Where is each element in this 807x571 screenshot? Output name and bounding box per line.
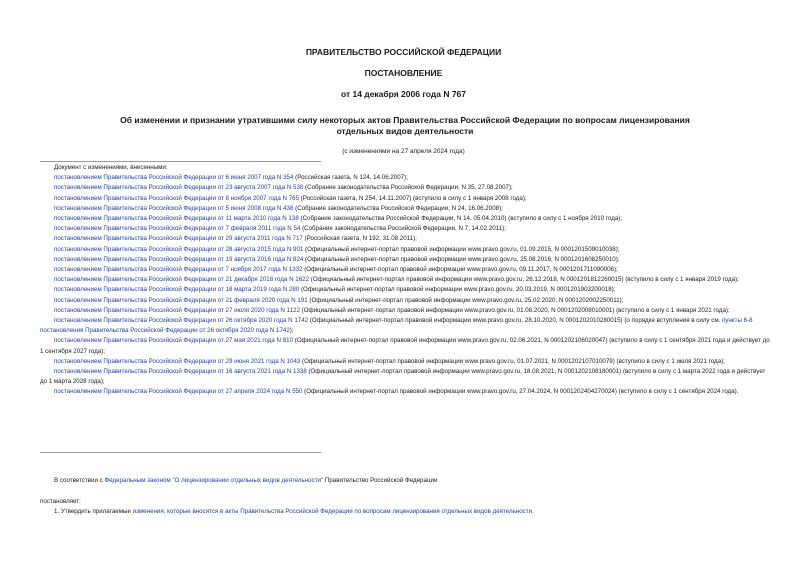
publication-details: (Российская газета, N 124, 14.06.2007); <box>293 174 408 182</box>
change-entry <box>40 275 770 285</box>
item-1-text-a: 1. Утвердить прилагаемые <box>54 508 133 515</box>
amending-act-link[interactable]: постановлением Правительства Российской Федерации от 23 августа 2007 года N 538 <box>54 184 304 192</box>
amending-act-link[interactable]: постановлением Правительства Российской Федерации от 28 августа 2015 года N 901 <box>54 245 304 253</box>
document-title: Об изменении и признании утратившими силу некоторых актов Правительства Российской Федерации по вопросам лицензирования отдельных видов деятельности <box>120 115 690 136</box>
changes-bottom-divider <box>40 452 321 453</box>
publication-details: (Официальный интернет-портал правовой информации www.pravo.gov.ru, 25.08.2016, N 0001201608250010); <box>303 255 620 263</box>
amending-act-link[interactable]: постановлением Правительства Российской Федерации от 27 июля 2020 года N 1122 <box>54 306 300 314</box>
amending-act-link[interactable]: постановлением Правительства Российской Федерации от 7 ноября 2017 года N 1332 <box>54 266 303 274</box>
changes-list <box>40 163 770 398</box>
edition-note: (с изменениями на 27 апреля 2024 года) <box>342 148 465 155</box>
publication-details: (Официальный интернет-портал правовой информации www.pravo.gov.ru, 01.09.2015, N 0001201509010038); <box>303 245 620 253</box>
publication-details: (Российская газета, N 254, 14.11.2007) (вступило в силу с 1 января 2008 года); <box>299 194 527 202</box>
item-1-text-b: . <box>532 508 534 515</box>
amending-act-link[interactable]: постановлением Правительства Российской Федерации от 16 августа 2021 года N 1338 <box>54 368 307 376</box>
amending-act-link[interactable]: постановлением Правительства Российской Федерации от 5 июня 2008 года N 438 <box>54 204 294 212</box>
change-entry <box>40 224 770 234</box>
document-type: ПОСТАНОВЛЕНИЕ <box>364 68 443 78</box>
change-entry <box>40 285 770 295</box>
resolves-text: постановляет: <box>40 498 81 505</box>
publication-details: (Собрание законодательства Российской Федерации, N 14, 05.04.2010) (вступило в силу с 1 ноября 2010 года); <box>298 215 623 223</box>
document-date-number: от 14 декабря 2006 года N 767 <box>340 89 467 99</box>
publication-details: (Официальный интернет-портал правовой информации www.pravo.gov.ru, 25.02.2020, N 0001202002250011); <box>307 296 624 304</box>
change-entry <box>40 296 770 306</box>
amending-act-link[interactable]: постановлением Правительства Российской Федерации от 19 августа 2016 года N 824 <box>54 255 304 263</box>
change-entry <box>40 194 770 204</box>
amending-act-link[interactable]: постановлением Правительства Российской Федерации от 27 мая 2021 года N 810 <box>54 337 294 345</box>
change-entry <box>40 204 770 214</box>
amending-act-link[interactable]: постановлением Правительства Российской Федерации от 18 марта 2019 года N 280 <box>54 286 300 294</box>
publication-details: (Официальный интернет-портал правовой информации www.pravo.gov.ru, 18.08.2021, N 0001202108180001) (вступило в силу с 1 марта 2022 года и действует до 1 марта 2028 года); <box>40 368 766 386</box>
change-entry <box>40 255 770 265</box>
publication-details: (Российская газета, N 192, 31.08.2011); <box>302 235 417 243</box>
publication-details: (Официальный интернет-портал правовой информации www.pravo.gov.ru, 28.10.2020, N 0001202010280015) (о порядке вступления в силу см. <box>308 317 723 325</box>
publication-details: (Собрание законодательства Российской Федерации, N 35, 27.08.2007); <box>303 184 513 192</box>
authority-heading: ПРАВИТЕЛЬСТВО РОССИЙСКОЙ ФЕДЕРАЦИИ <box>305 47 502 57</box>
publication-details: (Официальный интернет-портал правовой информации www.pravo.gov.ru, 02.06.2021, N 0001202106020047) (вступило в силу с 1 сентября 2021 года и действует до 1 сентября 2027 года); <box>40 337 770 355</box>
change-entry <box>40 173 770 183</box>
change-entry <box>40 306 770 316</box>
federal-law-link[interactable]: Федеральным законом "О лицензировании отдельных видов деятельности" <box>104 477 324 484</box>
amending-act-link[interactable]: постановлением Правительства Российской Федерации от 21 февраля 2020 года N 191 <box>54 296 308 304</box>
amending-act-link[interactable]: постановлением Правительства Российской Федерации от 8 ноября 2007 года N 765 <box>54 194 300 202</box>
publication-details: (Официальный интернет-портал правовой информации www.pravo.gov.ru, 26.12.2018, N 0001201812260015) (вступило в силу с 1 января 2019 года); <box>309 276 739 284</box>
change-entry <box>40 357 770 367</box>
preamble-text-a: В соответствии с <box>54 477 105 484</box>
amending-act-link[interactable]: постановлением Правительства Российской Федерации от 29 июня 2021 года N 1043 <box>54 357 301 365</box>
changes-intro: Документ с изменениями, внесенными: <box>54 164 168 171</box>
amending-act-link[interactable]: постановлением Правительства Российской Федерации от 7 февраля 2011 года N 54 <box>54 225 301 233</box>
entry-into-force-link[interactable]: пункты 6-8 постановления Правительства Российской Федерации от 26 октября 2020 года N 1742 <box>40 317 753 335</box>
publication-details-tail: ); <box>289 327 294 335</box>
amendments-link[interactable]: изменения, которые вносятся в акты Правительства Российской Федерации по вопросам лицензирования отдельных видов деятельности <box>132 508 533 515</box>
change-entry <box>40 214 770 224</box>
publication-details: (Официальный интернет-портал правовой информации www.pravo.gov.ru, 01.08.2020, N 0001202008010001) (вступило в силу с 1 января 2021 года); <box>299 306 730 314</box>
changes-top-divider <box>40 161 321 162</box>
publication-details: (Официальный интернет-портал правовой информации www.pravo.gov.ru, 09.11.2017, N 0001201711090006); <box>302 266 618 274</box>
publication-details: (Собрание законодательства Российской Федерации, N 24, 16.06.2008); <box>293 204 503 212</box>
amending-act-link[interactable]: постановлением Правительства Российской Федерации от 26 октября 2020 года N 1742 <box>54 317 309 325</box>
amending-act-link[interactable]: постановлением Правительства Российской Федерации от 29 августа 2011 года N 717 <box>54 235 303 243</box>
amending-act-link[interactable]: постановлением Правительства Российской Федерации от 27 апреля 2024 года N 550 <box>54 388 303 396</box>
change-entry <box>40 367 770 387</box>
amending-act-link[interactable]: постановлением Правительства Российской Федерации от 6 июня 2007 года N 354 <box>54 174 294 182</box>
change-entry <box>40 245 770 255</box>
publication-details: (Официальный интернет-портал правовой информации www.pravo.gov.ru, 01.07.2021, N 0001202107010079) (вступило в силу с 1 июля 2021 года); <box>300 357 725 365</box>
item-1 <box>40 507 770 517</box>
change-entry <box>40 336 770 356</box>
publication-details: (Собрание законодательства Российской Федерации, N 7, 14.02.2011); <box>300 225 506 233</box>
change-entry <box>40 265 770 275</box>
preamble <box>40 476 770 486</box>
publication-details: (Официальный интернет-портал правовой информации www.pravo.gov.ru, 27.04.2024, N 0001202404270024) (вступило в силу с 1 сентября 2024 года). <box>302 388 739 396</box>
change-entry <box>40 316 770 336</box>
publication-details: (Официальный интернет-портал правовой информации www.pravo.gov.ru, 20.03.2019, N 0001201903200018); <box>299 286 616 294</box>
change-entry <box>40 387 770 397</box>
amending-act-link[interactable]: постановлением Правительства Российской Федерации от 21 декабря 2018 года N 1622 <box>54 276 310 284</box>
change-entry <box>40 234 770 244</box>
amending-act-link[interactable]: постановлением Правительства Российской Федерации от 11 марта 2010 года N 138 <box>54 215 299 223</box>
change-entry <box>40 183 770 193</box>
preamble-text-b: Правительство Российской Федерации <box>323 477 438 484</box>
